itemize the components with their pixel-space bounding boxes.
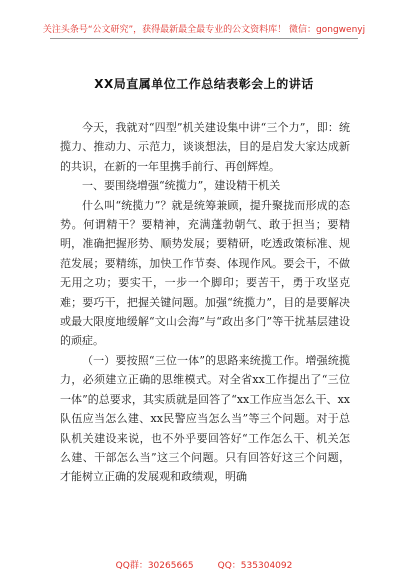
footer-qq: QQ：535304092 [217,561,293,571]
document-body [60,118,350,487]
footer-qq-group: QQ群：30265665 [115,561,194,571]
paragraph: 什么叫“统揽力”？就是统筹兼顾，提升聚拢而形成的态势。何谓精干？要精神，充满蓬勃朝气、敢于担当；要精明，准确把握形势、顺势发展；要精研，吃透政策标准、规范发展；要精练，加快工作节奏、体现作风。要会干，不做无用之功；要实干，一步一个脚印；要苦干，勇于攻坚克难；要巧干，把握关键问题。加强“统揽力”，目的是要解决或最大限度地缓解“文山会海”与“政出多门”等干扰基层建设的顽症。 [60,198,350,348]
section-heading: 一、要围绕增强“统揽力”，建设精干机关 [82,179,281,193]
paragraph: 今天，我就对“四型”机关建设集中讲“三个力”，即：统揽力、推动力、示范力，谈谈想法，目的是启发大家达成新的共识，在新的一年里携手前行、再创辉煌。 [60,121,350,173]
paragraph: （一）要按照“三位一体”的思路来统揽工作。增强统揽力，必须建立正确的思维模式。对全省xx工作提出了“三位一体”的总要求，其实质就是回答了“xx工作应当怎么干、xx队伍应当怎么建、xx民警应当怎么当”等三个问题。对于总队机关建设来说，也不外乎要回答好“工作怎么干、机关怎么建、干部怎么当”这三个问题。只有回答好这三个问题，才能树立正确的发展观和政绩观，明确 [60,353,350,484]
document-title: XX局直属单位工作总结表彰会上的讲话 [94,77,314,91]
header-note: 关注头条号“公文研究”，获得最新最全最专业的公文资料库！ 微信：gongwenyj [42,25,366,35]
footer-note [0,558,408,571]
header-divider [50,38,358,39]
